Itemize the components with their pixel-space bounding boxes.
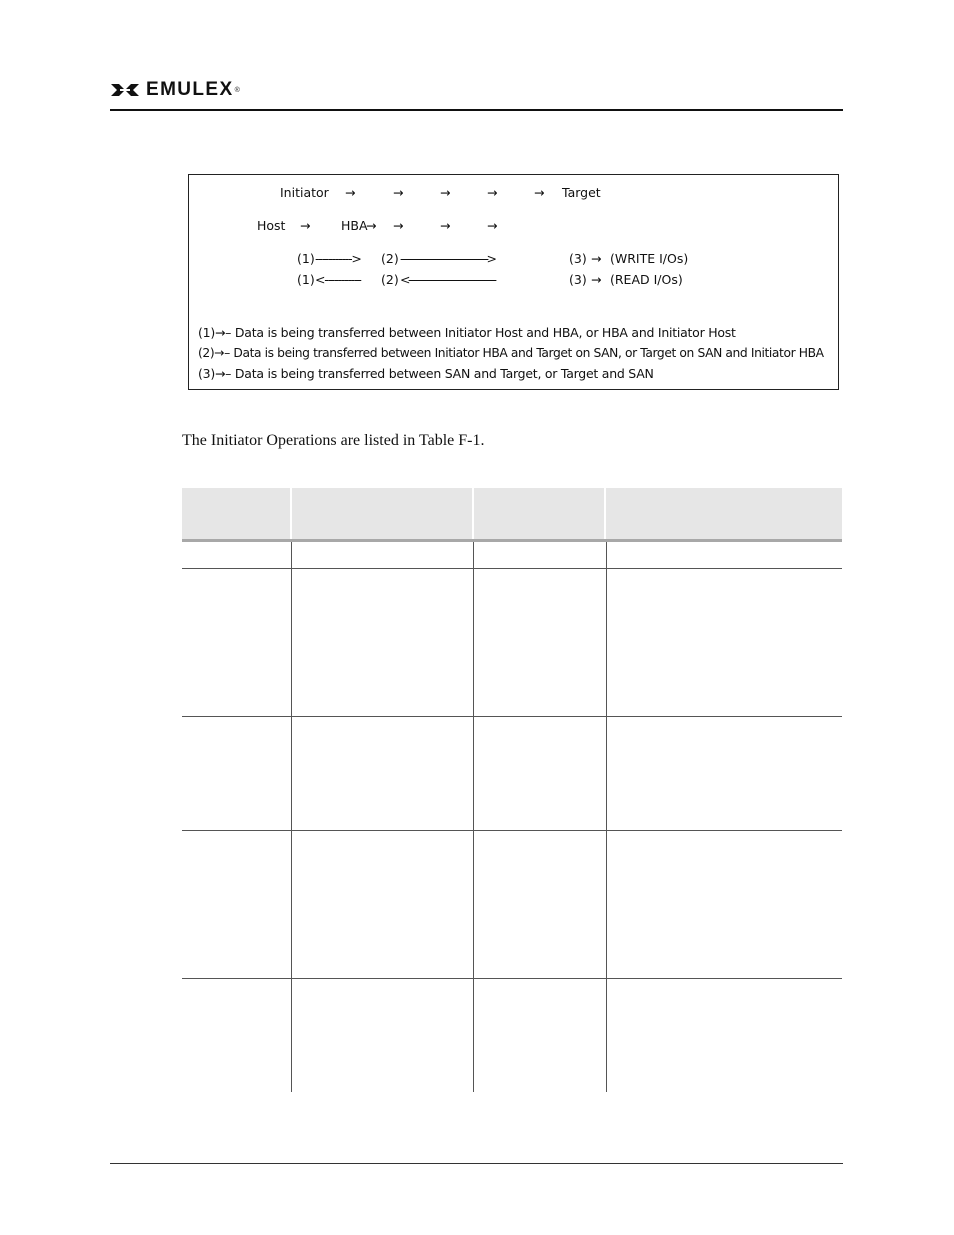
data-flow-figure bbox=[188, 174, 839, 390]
table-header-cell bbox=[474, 488, 604, 539]
target-label: Target bbox=[562, 185, 601, 200]
column-divider bbox=[606, 717, 607, 830]
arrow-icon: → bbox=[393, 185, 404, 200]
legend-item-1: (1)→– Data is being transferred between Initiator Host and HBA, or HBA and Initiator Host bbox=[198, 325, 736, 340]
arrow-icon: → bbox=[591, 272, 602, 287]
column-divider bbox=[291, 717, 292, 830]
read-dash-1: <----------- bbox=[315, 272, 361, 287]
read-io-label: (READ I/Os) bbox=[610, 272, 683, 287]
write-dash-2: ------------------------------------------> bbox=[400, 251, 495, 266]
table-row bbox=[182, 542, 842, 569]
arrow-icon: → bbox=[487, 218, 498, 233]
column-divider bbox=[473, 542, 474, 568]
logo-text: EMULEX bbox=[146, 79, 234, 100]
table-cell bbox=[474, 569, 604, 716]
table-header-cell bbox=[182, 488, 290, 539]
table-cell bbox=[182, 569, 290, 716]
write-point-2: (2) bbox=[381, 251, 399, 266]
column-divider bbox=[291, 542, 292, 568]
arrow-icon: → bbox=[393, 218, 404, 233]
column-divider bbox=[291, 979, 292, 1092]
initiator-label: Initiator bbox=[280, 185, 329, 200]
table-cell bbox=[607, 717, 842, 830]
arrow-icon: → bbox=[440, 218, 451, 233]
initiator-operations-table bbox=[182, 488, 842, 1092]
column-divider bbox=[291, 569, 292, 716]
table-cell bbox=[292, 569, 472, 716]
table-header bbox=[182, 488, 842, 542]
column-divider bbox=[606, 979, 607, 1092]
column-divider bbox=[606, 831, 607, 978]
table-cell bbox=[607, 569, 842, 716]
column-divider bbox=[290, 488, 292, 539]
legend-item-3: (3)→– Data is being transferred between SAN and Target, or Target and SAN bbox=[198, 366, 654, 381]
emulex-logo-icon bbox=[110, 82, 140, 98]
table-header-cell bbox=[292, 488, 472, 539]
read-point-1: (1) bbox=[297, 272, 315, 287]
write-dash-1: -----------> bbox=[315, 251, 361, 266]
table-cell bbox=[292, 831, 472, 978]
table-cell bbox=[292, 979, 472, 1092]
table-cell bbox=[607, 831, 842, 978]
read-point-2: (2) bbox=[381, 272, 399, 287]
column-divider bbox=[472, 488, 474, 539]
table-cell bbox=[607, 542, 842, 568]
table-cell bbox=[474, 831, 604, 978]
hba-label: HBA bbox=[341, 218, 368, 233]
write-point-1: (1) bbox=[297, 251, 315, 266]
table-cell bbox=[474, 717, 604, 830]
table-row bbox=[182, 569, 842, 717]
page-header bbox=[110, 76, 843, 111]
write-point-3: (3) bbox=[569, 251, 587, 266]
column-divider bbox=[606, 542, 607, 568]
table-cell bbox=[182, 542, 290, 568]
table-cell bbox=[182, 979, 290, 1092]
arrow-icon: → bbox=[345, 185, 356, 200]
read-dash-2: <------------------------------------------ bbox=[400, 272, 495, 287]
table-header-cell bbox=[607, 488, 842, 539]
table-cell bbox=[292, 717, 472, 830]
write-io-label: (WRITE I/Os) bbox=[610, 251, 689, 266]
column-divider bbox=[473, 717, 474, 830]
column-divider bbox=[473, 831, 474, 978]
footer-divider bbox=[110, 1163, 843, 1164]
table-cell bbox=[182, 717, 290, 830]
intro-text: The Initiator Operations are listed in Table F-1. bbox=[182, 432, 485, 449]
arrow-icon: → bbox=[487, 185, 498, 200]
column-divider bbox=[473, 979, 474, 1092]
logo-trademark: ® bbox=[234, 86, 240, 94]
table-cell bbox=[182, 831, 290, 978]
column-divider bbox=[606, 569, 607, 716]
column-divider bbox=[473, 569, 474, 716]
arrow-icon: → bbox=[366, 218, 377, 233]
arrow-icon: → bbox=[591, 251, 602, 266]
legend-item-2: (2)→– Data is being transferred between Initiator HBA and Target on SAN, or Target on SAN and Initiator HBA bbox=[198, 346, 824, 360]
arrow-icon: → bbox=[300, 218, 311, 233]
arrow-icon: → bbox=[534, 185, 545, 200]
column-divider bbox=[604, 488, 606, 539]
column-divider bbox=[291, 831, 292, 978]
host-label: Host bbox=[257, 218, 286, 233]
emulex-logo bbox=[110, 80, 240, 100]
read-point-3: (3) bbox=[569, 272, 587, 287]
table-cell bbox=[292, 542, 472, 568]
table-row bbox=[182, 831, 842, 979]
table-cell bbox=[474, 542, 604, 568]
table-cell bbox=[607, 979, 842, 1092]
table-row bbox=[182, 717, 842, 831]
table-row bbox=[182, 979, 842, 1092]
arrow-icon: → bbox=[440, 185, 451, 200]
table-cell bbox=[474, 979, 604, 1092]
